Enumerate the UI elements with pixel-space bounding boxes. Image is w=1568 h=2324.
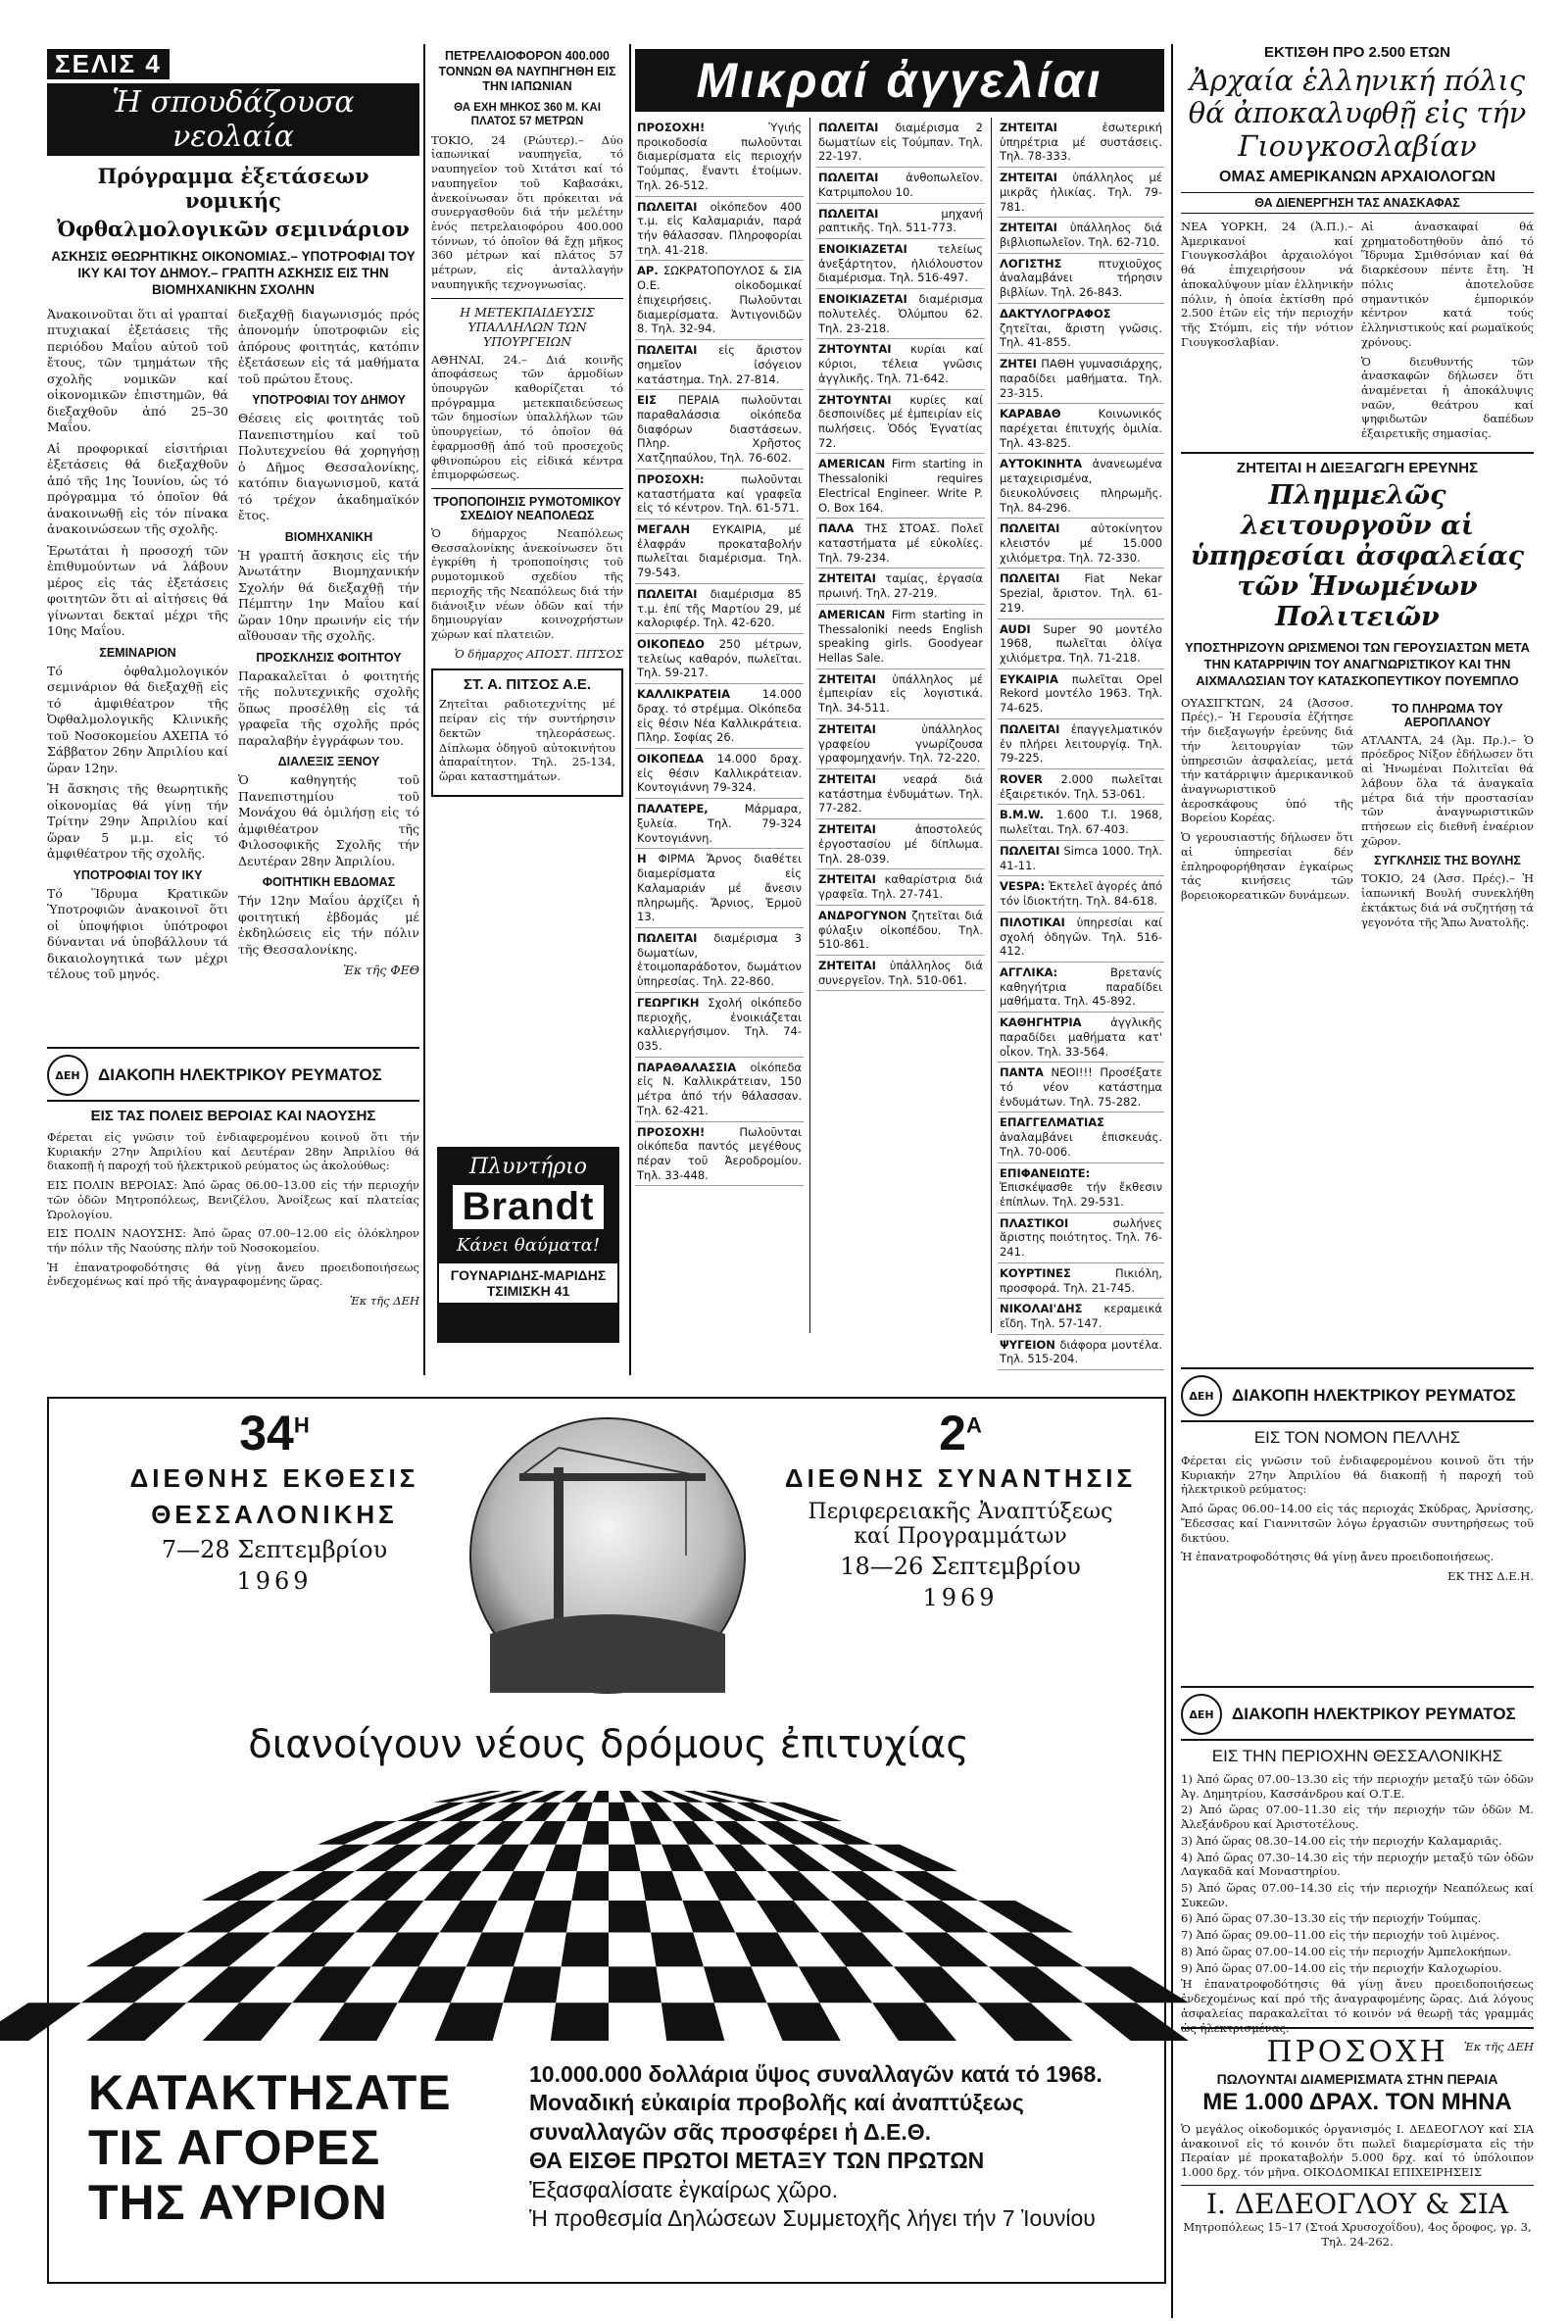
- checker-tile: [355, 1901, 423, 1933]
- checker-tile: [551, 2003, 609, 2041]
- checker-tile: [482, 1845, 529, 1871]
- classified-ad: ΠΩΛΕΙΤΑΙ ἐπαγγελματικόν ἐν πλήρει λειτουργίᾳ. Τηλ. 79-225.: [998, 719, 1164, 769]
- expo-slogan: διανοίγουν νέους δρόμους ἐπιτυχίας: [248, 1722, 969, 1767]
- classified-ad: ΠΑΡΑΘΑΛΑΣΣΙΑ οἰκόπεδα εἰς Ν. Καλλικράτειαν, 150 μέτρα ἀπό τήν θάλασσαν. Τηλ. 62-421.: [635, 1058, 804, 1122]
- signature: Ὁ δήμαρχος ΑΠΟΣΤ. ΠΙΤΣΟΣ: [454, 646, 623, 661]
- outage-item: 1) Ἀπό ὥρας 07.00–13.30 εἰς τήν περιοχήν μεταξύ τῶν ὁδῶν Ἀγ. Δημητρίου, Κασσάνδρου καί Ο.Τ.Ε.: [1181, 1772, 1534, 1801]
- subheading: ΠΡΟΣΚΛΗΣΙΣ ΦΟΙΤΗΤΟΥ: [256, 650, 402, 665]
- subheadline: ΟΜΑΣ ΑΜΕΡΙΚΑΝΩΝ ΑΡΧΑΙΟΛΟΓΩΝ: [1219, 169, 1495, 186]
- brandt-product: Πλυντήριο: [468, 1155, 588, 1179]
- checker-tile: [561, 1791, 587, 1803]
- paragraph: Τό Ἵδρυμα Κρατικῶν Ὑποτροφιῶν ἀνακοινοῖ ὅτι οἱ ὑποψήφιοι ὑπότροφοι δύνανται νά ὑποβάλλουν τά δικαιολογητικά των μέχρι τέλους τοῦ μηνός.: [47, 885, 228, 982]
- classified-ad: ΠΡΟΣΟΧΗ! Ὑγιής προικοδοσία πωλοῦνται διαμερίσματα εἰς περιοχήν Τούμπας, ἔναντι ἐτοίμων. Τηλ. 26-512.: [635, 118, 804, 197]
- classified-ad: ΚΟΥΡΤΙΝΕΣ Πικιόλη, προσφορά. Τηλ. 21-745.: [998, 1263, 1164, 1299]
- classified-ad: ΜΕΓΑΛΗ ΕΥΚΑΙΡΙΑ, μέ ἐλαφράν προκαταβολήν πωλεῖται διαμέρισμα. Τηλ. 79-543.: [635, 519, 804, 584]
- checker-tile: [423, 1871, 481, 1901]
- checker-tile: [662, 1845, 704, 1871]
- checker-tile: [757, 1901, 820, 1933]
- checker-tile: [476, 1821, 523, 1845]
- checker-tile: [86, 2003, 186, 2041]
- outage-item: 5) Ἀπό ὥρας 07.00–14.30 εἰς τήν περιοχήν Νεαπόλεως καί Συκεῶν.: [1181, 1881, 1534, 1909]
- fair-name-1: ΔΙΕΘΝΗΣ ΕΚΘΕΣΙΣ: [129, 1463, 419, 1493]
- checker-tile: [81, 1966, 181, 2003]
- classified-ad: ΖΗΤΕΙΤΑΙ ὑπάλληλος διά συνεργεῖον. Τηλ. 510-061.: [816, 956, 985, 991]
- paragraph: διεξαχθῇ διαγωνισμός πρός ἀπονομήν ὑποτροφιῶν εἰς ἀπόρους φοιτητάς, κατόπιν ἐξετάσεων εἰς τά μαθήματα τοῦ πρώτου ἔτους.: [238, 306, 419, 386]
- checker-tile: [640, 1871, 682, 1901]
- power-outage-notice-veria: [47, 1047, 419, 1331]
- classified-ad: ΔΑΚΤΥΛΟΓΡΑΦΟΣ ζητεῖται, ἄριστη γνῶσις. Τηλ. 41-855.: [998, 304, 1164, 354]
- headline-line-1: Πρόγραμμα ἐξετάσεων νομικής: [97, 164, 369, 213]
- checker-tile: [498, 1871, 545, 1901]
- helexpo-ad: [47, 1397, 1166, 2284]
- checker-tile: [735, 1933, 799, 1967]
- checker-tile: [276, 1933, 356, 1967]
- classified-ad: ΠΑΛΑ ΤΗΣ ΣΤΟΑΣ. Πολεῖ καταστήματα μέ εὐκολίες. Τηλ. 79-234.: [816, 519, 985, 569]
- big-slogan-2: ΤΙΣ ΑΓΟΡΕΣ: [88, 2120, 381, 2175]
- classified-ad: ΠΩΛΕΙΤΑΙ διαμέρισμα 3 δωματίων, ἑτοιμοπαράδοτον, δωμάτιον ὑπηρεσίας. Τηλ. 22-860.: [635, 928, 804, 993]
- page-number-tag: ΣΕΛΙΣ 4: [47, 49, 170, 79]
- paragraph: Τό ὀφθαλμολογικόν σεμινάριον θά διεξαχθῇ εἰς τό ἀμφιθέατρον τῆς Ὀφθαλμολογικῆς Κλινικῆς τοῦ Νοσοκομείου ΑΧΕΠΑ τό Σάββατον 26ην Ἀπριλίου καί ὥραν 12ην.: [47, 663, 228, 775]
- meeting-desc-2: καί Προγραμμάτων: [854, 1524, 1067, 1549]
- expo-info: [529, 2060, 1156, 2234]
- classified-ad: ΖΗΤΕΙΤΑΙ νεαρά διά κατάστημα ἐνδυμάτων. Τηλ. 77-282.: [816, 769, 985, 819]
- checker-tile: [434, 2003, 503, 2041]
- education-article: [47, 49, 419, 1039]
- checker-tile: [894, 1871, 978, 1901]
- checker-tile: [181, 1933, 270, 1967]
- classified-column-middle: [816, 118, 985, 1333]
- fair-edition-suffix: Η: [293, 1412, 310, 1438]
- info-line: Ἐξασφαλίσατε ἐγκαίρως χῶρο.: [529, 2176, 838, 2202]
- meeting-edition-suffix: Α: [965, 1412, 982, 1438]
- paragraph: Ἡ ἐπανατροφοδότησις θά γίνῃ ἄνευ προειδοποιήσεως ἐνδεχομένως καί πρό τῆς ἀναγραφομένης ὥρας. Διά λόγους ἀσφαλείας παρακαλεῖται τό κοινόν νά θεωρῇ τάς γραμμάς ὡς ἠλεκτρισμένας.: [1181, 1977, 1534, 2035]
- classified-ad: ΠΡΟΣΟΧΗ: πωλοῦνται καταστήματα καί γραφεῖα εἰς τό κέντρον. Τηλ. 61-571.: [635, 470, 804, 519]
- subheading: ΦΟΙΤΗΤΙΚΗ ΕΒΔΟΜΑΣ: [262, 875, 396, 890]
- paragraph: Ἡ γραπτή ἄσκησις εἰς τήν Ἀνωτάτην Βιομηχανικήν Σχολήν θά διεξαχθῇ τήν Πέμπτην 1ην Μαΐου καί ὥραν 10ην πρωινήν εἰς τήν αἴθουσαν τῆς σχολῆς.: [238, 547, 419, 644]
- checker-tile: [714, 1821, 767, 1845]
- headline-training: Η ΜΕΤΕΚΠΑΙΔΕΥΣΙΣ ΥΠΑΛΛΗΛΩΝ ΤΩΝ ΥΠΟΥΡΓΕΙΩΝ: [460, 304, 595, 349]
- info-line: Ἡ προθεσμία Δηλώσεων Συμμετοχῆς λήγει τήν 7 Ἰουνίου: [529, 2205, 1096, 2232]
- section-banner: Ἡ σπουδάζουσα νεολαία: [47, 83, 419, 156]
- paragraph: Ἡ ἐπανατροφοδότησις θά γίνῃ ἄνευ προειδοποιήσεως ἐνδεχομένως καί πρό τῆς ἀναγραφομένης ὥρας.: [47, 1260, 419, 1289]
- classified-ad: ΖΗΤΕΙΤΑΙ ὑπάλληλος μέ ἐμπειρίαν εἰς λογιστικά. Τηλ. 34-511.: [816, 669, 985, 719]
- classified-ad: ΠΑΝΤΑ ΝΕΟΙ!!! Προσέξατε τό νέον κατάστημα ἐνδυμάτων. Τηλ. 75-282.: [998, 1063, 1164, 1113]
- classified-ad: ΚΑΘΗΓΗΤΡΙΑ ἀγγλικῆς παραδίδει μαθήματα κατ' οἶκον. Τηλ. 33-564.: [998, 1013, 1164, 1063]
- checker-tile: [609, 1901, 651, 1933]
- checker-tile: [609, 1803, 630, 1821]
- classified-ad: ΟΙΚΟΠΕΔΟ 250 μέτρων, τελείως καθαρόν, πωλεῖται. Τηλ. 59-217.: [635, 634, 804, 684]
- checker-tile: [989, 1933, 1084, 1967]
- meeting-name: ΔΙΕΘΝΗΣ ΣΥΝΑΝΤΗΣΙΣ: [784, 1463, 1137, 1493]
- checker-tile: [318, 2003, 398, 2041]
- checker-tile: [651, 1933, 704, 1967]
- subheading: ΤΟ ΠΛΗΡΩΜΑ ΤΟΥ ΑΕΡΟΠΛΑΝΟΥ: [1392, 701, 1503, 729]
- checker-tile: [202, 1871, 291, 1901]
- checker-tile: [529, 1821, 566, 1845]
- checker-tile: [630, 1821, 662, 1845]
- classified-ad: ΖΗΤΕΙΤΑΙ καθαρίστρια διά γραφεῖα. Τηλ. 27-741.: [816, 869, 985, 905]
- classified-ad: ΑΝΔΡΟΓΥΝΟΝ ζητεῖται διά φύλαξιν οἰκοπέδου. Τηλ. 510-861.: [816, 906, 985, 956]
- company-name: Ι. ΔΕΔΕΟΓΛΟΥ & ΣΙΑ: [1181, 2185, 1534, 2220]
- checkered-floor-graphic: [49, 1781, 1168, 2046]
- checker-tile: [418, 1845, 476, 1871]
- brandt-logo: Brandt: [453, 1185, 604, 1229]
- headline-neapolis: ΤΡΟΠΟΠΟΙΗΣΙΣ ΡΥΜΟΤΟΜΙΚΟΥ ΣΧΕΔΙΟΥ ΝΕΑΠΟΛΕΩΣ: [433, 495, 621, 522]
- classified-ad: ΠΩΛΕΙΤΑΙ ἀνθοπωλεῖον. Κατριμπολου 10.: [816, 168, 985, 203]
- headline-tanker: ΠΕΤΡΕΛΑΙΟΦΟΡΟΝ 400.000 ΤΟΝΝΩΝ ΘΑ ΝΑΥΠΗΓΗΘΗ ΕΙΣ ΤΗΝ ΙΑΠΩΝΙΑΝ: [438, 49, 616, 94]
- paragraph: ΑΤΛΑΝΤΑ, 24 (Ἀμ. Πρ.).– Ὁ πρόεδρος Νίξον ἐδήλωσεν ὅτι αἱ Ἡνωμέναι Πολιτεῖαι θά λάβουν ὅλα τά ἀναγκαῖα μέτρα διά τήν προστασίαν τῶν ἀναγνωριστικῶν πτήσεων εἰς διεθνῆ ἐναέριον χῶρον.: [1361, 732, 1534, 848]
- classified-ad: Η ΦΙΡΜΑ Ἄρνος διαθέτει διαμερίσματα εἰς Καλαμαριάν μέ ἄνεσιν πληρωμῆς. Ἄρνιος, Ἑρμοῦ 13.: [635, 849, 804, 928]
- classified-ad: ΕΝΟΙΚΙΑΖΕΤΑΙ διαμέρισμα πολυτελές. Ὀλύμπου 62. Τηλ. 23-218.: [816, 289, 985, 339]
- meeting-dates: 18—26 Σεπτεμβρίου: [840, 1553, 1081, 1580]
- checker-tile: [86, 1933, 186, 1967]
- ad-line: ΠΩΛΟΥΝΤΑΙ ΔΙΑΜΕΡΙΣΜΑΤΑ ΣΤΗΝ ΠΕΡΑΙΑ: [1216, 2071, 1498, 2087]
- checker-tile: [819, 1933, 893, 1967]
- checker-tile: [609, 1845, 640, 1871]
- classified-ad: ΓΕΩΡΓΙΚΗ Σχολή οἰκόπεδο περιοχῆς, ἐνοικιάζεται καλλιεργήσιμον. Τηλ. 74-035.: [635, 993, 804, 1058]
- checker-tile: [503, 1966, 561, 2003]
- signature: Ἐκ τῆς ΔΕΗ: [349, 1294, 419, 1309]
- checker-tile: [571, 1871, 609, 1901]
- headline-archaeology: Ἀρχαία ἑλληνική πόλις θά ἀποκαλυφθῇ εἰς τήν Γιουγκοσλαβίαν: [1188, 64, 1527, 163]
- checker-tile: [978, 1901, 1073, 1933]
- subheading: ΔΙΑΛΕΞΙΣ ΞΕΝΟΥ: [277, 755, 380, 769]
- signature: Ἐκ τῆς ΦΕΘ: [343, 963, 419, 978]
- expo-meeting-block: [764, 1406, 1156, 1611]
- checker-tile: [466, 1933, 524, 1967]
- classified-ad: VESPA: Ἐκτελεῖ ἀγορές ἀπό τόν ἰδιοκτήτη. Τηλ. 84-618.: [998, 876, 1164, 912]
- paragraph: ΝΕΑ ΥΟΡΚΗ, 24 (Ἀ.Π.).– Ἀμερικανοί καί Γιουγκοσλάβοι ἀρχαιολόγοι θά ἐπιχειρήσουν νά ἀποκαλύψουν μίαν ἑλληνικήν πόλιν, ἡ ὁποία ἐκτίσθη πρό 2.500 ἐτῶν εἰς τήν περιοχήν τῆς Στόμπι, εἰς τήν νότιον Γιουγκοσλαβίαν.: [1181, 220, 1353, 349]
- signature: ΕΚ ΤΗΣ Δ.Ε.Η.: [1447, 1569, 1534, 1584]
- info-line: Μοναδική εὐκαιρία προβολῆς καί ἀναπτύξεως: [529, 2090, 1024, 2116]
- outage-item: 9) Ἀπό ὥρας 07.00–14.00 εἰς τήν περιοχήν Καλοχωρίου.: [1181, 1960, 1502, 1975]
- brandt-dealer: [439, 1263, 617, 1303]
- checker-tile: [203, 2003, 292, 2041]
- headline-line-2: Ὀφθαλμολογικῶν σεμινάριον: [57, 217, 410, 241]
- lightning-bolt-icon: ΔΕΗ: [47, 1055, 88, 1096]
- classified-ad: ΠΑΛΑΤΕΡΕ, Μάρμαρα, ξυλεία. Τηλ. 79-324 Κοντογιάννη.: [635, 799, 804, 849]
- checker-tile: [275, 1871, 355, 1901]
- checker-tile: [562, 1933, 609, 1967]
- checker-tile: [704, 1871, 757, 1901]
- lightning-bolt-icon: ΔΕΗ: [1181, 1375, 1222, 1416]
- subheadline: ΑΣΚΗΣΙΣ ΘΕΩΡΗΤΙΚΗΣ ΟΙΚΟΝΟΜΙΑΣ.– ΥΠΟΤΡΟΦΙΑΙ ΤΟΥ ΙΚΥ ΚΑΙ ΤΟΥ ΔΗΜΟΥ.– ΓΡΑΠΤΗ ΑΣΚΗΣΙΣ ΕΙΣ ΤΗΝ ΒΙΟΜΗΧΑΝΙΚΗΝ ΣΧΟΛΗΝ: [51, 249, 416, 297]
- signature: Ἐκ τῆς ΔΕΗ: [1463, 2040, 1534, 2054]
- classified-ad: ΖΗΤΕΙΤΑΙ ὑπάλληλος γραφείου γνωρίζουσα γραφομηχανήν. Τηλ. 72-220.: [816, 719, 985, 769]
- subheading: ΥΠΟΤΡΟΦΙΑΙ ΤΟΥ ΙΚΥ: [73, 867, 203, 882]
- checker-tile: [978, 2003, 1073, 2041]
- big-slogan-3: ΤΗΣ ΑΥΡΙΟΝ: [88, 2175, 388, 2230]
- classified-ad: ΨΥΓΕΙΟΝ διάφορα μοντέλα. Τηλ. 515-204.: [998, 1335, 1164, 1370]
- checker-tile: [662, 2003, 725, 2041]
- classified-ad: ΝΙΚΟΛΑΙ'ΔΗΣ κεραμεικά εἴδη. Τηλ. 57-147.: [998, 1299, 1164, 1334]
- paragraph: Ὁ διευθυντής τῶν ἀνασκαφῶν δήλωσεν ὅτι ἀναμένεται ἡ ἀποκάλυψις ναῶν, θεάτρου καί ψηφιδωτῶν δαπέδων ἐξαιρετικῆς σημασίας.: [1361, 354, 1534, 441]
- fair-dates: 7—28 Σεπτεμβρίου: [161, 1536, 388, 1563]
- outage-item: 4) Ἀπό ὥρας 07.30–14.30 εἰς τήν περιοχήν μεταξύ τῶν ὁδῶν Λαγκαδᾶ καί Μοναστηρίου.: [1181, 1850, 1534, 1879]
- brandt-ad: [437, 1147, 619, 1343]
- classified-ad: AMERICAN Firm starting in Thessaloniki needs English speaking girls. Goodyear Hellas Sale.: [816, 605, 985, 669]
- checker-tile: [989, 1966, 1084, 2003]
- classified-ad: ΑΓΓΛΙΚΑ: Βρετανίς καθηγήτρια παραδίδει μαθήματα. Τηλ. 45-892.: [998, 963, 1164, 1013]
- classified-ad: ΠΩΛΕΙΤΑΙ αὐτοκίνητον κλειστόν μέ 15.000 χιλιόμετρα. Τηλ. 72-330.: [998, 519, 1164, 569]
- checker-tile: [1084, 1966, 1189, 2003]
- crane-photo-circle: [461, 1409, 755, 1703]
- classified-ad: ΚΑΡΑΒΑΘ Κοινωνικός παρέχεται ἐπιτυχής ὁμιλία. Τηλ. 43-825.: [998, 404, 1164, 454]
- classified-ad: ΠΛΑΣΤΙΚΟΙ σωλήνες ἄριστης ποιότητος. Τηλ. 76-241.: [998, 1213, 1164, 1263]
- fair-year: 1969: [236, 1567, 313, 1595]
- classified-column-left: [635, 118, 804, 1333]
- classified-ad: ΕΥΚΑΙΡΙΑ πωλεῖται Opel Rekord μοντέλο 1963. Τηλ. 74-625.: [998, 669, 1164, 719]
- checker-tile: [619, 1791, 641, 1803]
- kicker: ΕΚΤΙΣΘΗ ΠΡΟ 2.500 ΕΤΩΝ: [1264, 44, 1450, 61]
- classified-ad: ΕΝΟΙΚΙΑΖΕΤΑΙ τελείως ἀνεξάρτητον, ἡλιόλουστον διαμέρισμα. Τηλ. 516-497.: [816, 239, 985, 289]
- classified-ad: ΕΠΙΦΑΝΕΙΩΤΕ: Ἐπισκέψασθε τήν ἔκθεσιν ἐπίπλων. Τηλ. 29-531.: [998, 1163, 1164, 1213]
- paragraph: Παρακαλεῖται ὁ φοιτητής τῆς πολυτεχνικῆς σχολῆς ὅπως προσέλθῃ εἰς τά γραφεῖα τῆς σχολῆς πρός παραλαβήν ἐγγράφων του.: [238, 668, 419, 748]
- checker-tile: [704, 1966, 767, 2003]
- classified-ad: B.M.W. 1.600 T.I. 1968, πωλεῖται. Τηλ. 67-403.: [998, 805, 1164, 840]
- paragraph: Ἀπό ὥρας 06.00–14.00 εἰς τάς περιοχάς Σκύδρας, Ἀρνίσσης, Ἔδεσσας καί Γιαννιτσῶν λόγω ἐργασιῶν συντηρήσεως τοῦ δικτύου.: [1181, 1502, 1534, 1545]
- checker-tile: [799, 1966, 872, 2003]
- classified-ad: ΖΗΤΕΙΤΑΙ ὑπάλληλος διά βιβλιοπωλεῖον. Τηλ. 62-710.: [998, 218, 1164, 253]
- subheadline: ΥΠΟΣΤΗΡΙΖΟΥΝ ΩΡΙΣΜΕΝΟΙ ΤΩΝ ΓΕΡΟΥΣΙΑΣΤΩΝ ΜΕΤΑ ΤΗΝ ΚΑΤΑΡΡΙΨΙΝ ΤΟΥ ΑΝΑΓΝΩΡΙΣΤΙΚΟΥ ΚΑΙ ΤΗΝ ΑΙΧΜΑΛΩΣΙΑΝ ΤΟΥ ΚΑΤΑΣΚΟΠΕΥΤΙΚΟΥ ΠΟΥΕΜΠΛΟ: [1185, 640, 1530, 688]
- subheading: ΒΙΟΜΗΧΑΝΙΚΗ: [284, 529, 373, 544]
- paragraph: ΑΘΗΝΑΙ, 24.– Διά κοινῆς ἀποφάσεως τῶν ἁρμοδίων ὑπουργῶν καθορίζεται τό πρόγραμμα μετεκπαιδεύσεως τῶν δημοσίων ὑπαλλήλων τῶν ὑπουργείων, τό ὁποῖον θά ἐφαρμοσθῇ ἀπό τοῦ προσεχοῦς φθινοπώρου εἰς εἰδικά κέντρα ἐπιμορφώσεως.: [431, 352, 623, 482]
- paragraph: Αἱ ἀνασκαφαί θά χρηματοδοτηθοῦν ἀπό τό Ἵδρυμα Σμιθσόνιαν καί θά διαρκέσουν πέντε ἔτη. Ἡ πόλις ἀποτελοῦσε σημαντικόν ἐμπορικόν κέντρον κατά τούς ἑλληνιστικούς καί ρωμαϊκούς χρόνους.: [1361, 220, 1534, 349]
- classified-ad: ΕΙΣ ΠΕΡΑΙΑ πωλοῦνται παραθαλάσσια οἰκόπεδα διαφόρων διαστάσεων. Πληρ. Χρῆστος Χατζηπαύλου, Τηλ. 76-602.: [635, 390, 804, 470]
- classified-ad: ΖΗΤΕΙΤΑΙ ἀποστολεύς ἐργοστασίου μέ δίπλωμα. Τηλ. 28-039.: [816, 819, 985, 869]
- classified-ad: ΠΡΟΣΟΧΗ! Πωλοῦνται οἰκόπεδα παντός μεγέθους πέραν τοῦ Ἀεροδρομίου. Τηλ. 33-448.: [635, 1122, 804, 1187]
- checker-tile: [894, 1966, 978, 2003]
- classified-ad: ΖΗΤΕΙΤΑΙ ὑπάλληλος μέ μικρᾶς ἡλικίας. Τηλ. 79-781.: [998, 168, 1164, 218]
- classified-ad: ΖΗΤΕΙΤΑΙ ἐσωτερική ὑπηρέτρια μέ συστάσεις. Τηλ. 78-333.: [998, 118, 1164, 168]
- checker-tile: [0, 2003, 81, 2041]
- classified-title: Μικραί ἀγγελίαι: [635, 49, 1164, 112]
- paragraph: Ὁ καθηγητής τοῦ Πανεπιστημίου τοῦ Μονάχου θά ὁμιλήσῃ εἰς τό ἀμφιθέατρον τῆς Φιλοσοφικῆς Σχολῆς τήν Δευτέραν 28ην Ἀπριλίου.: [238, 772, 419, 868]
- paragraph: Ὁ δήμαρχος Νεαπόλεως Θεσσαλονίκης ἀνεκοίνωσεν ὅτι ἐγκρίθη ἡ τροποποίησις τοῦ ρυμοτομικοῦ σχεδίου τῆς περιοχῆς τῆς Νεαπόλεως διά τήν διάνοιξιν νέων ὁδῶν καί τήν δημιουργίαν κοινοχρήστων χώρων καί πλατειῶν.: [431, 526, 623, 642]
- checker-tile: [566, 1803, 593, 1821]
- checker-tile: [682, 1901, 735, 1933]
- checker-tile: [714, 1845, 767, 1871]
- ad-title: ΠΡΟΣΟΧΗ: [1266, 2035, 1448, 2069]
- column-rule: [423, 44, 425, 1375]
- classified-ad: ΑΥΤΟΚΙΝΗΤΑ ἀνανεωμένα μεταχειρισμένα, διευκολύνσεις πληρωμῆς. Τηλ. 84-296.: [998, 454, 1164, 519]
- checker-tile: [355, 1845, 423, 1871]
- paragraph: ΤΟΚΙΟ, 24 (Ἀσσ. Πρές).– Ἡ ἰαπωνική Βουλή συνεκλήθη ἐκτάκτως διά νά συζητήσῃ τά γεγονότα τῆς Ἄπω Ἀνατολῆς.: [1361, 871, 1534, 929]
- paragraph: Ἡ ἄσκησις τῆς θεωρητικῆς οἰκονομίας θά γίνῃ τήν Τρίτην 29ην Ἀπριλίου καί ὥραν 5 μ.μ. εἰς τό ἀμφιθέατρον τῆς σχολῆς.: [47, 781, 228, 862]
- checker-tile: [609, 1966, 662, 2003]
- fair-edition: 34: [239, 1406, 294, 1460]
- paragraph: Θέσεις εἰς φοιτητάς τοῦ Πανεπιστημίου καί τοῦ Πολυτεχνείου θά χορηγήσῃ ὁ Δῆμος Θεσσαλονίκης, κατόπιν διαγωνισμοῦ, κατά τό τρέχον ἀκαδημαϊκόν ἔτος.: [238, 411, 419, 523]
- job-ad-box: [431, 668, 623, 796]
- meeting-edition: 2: [939, 1406, 966, 1460]
- checker-tile: [524, 1901, 571, 1933]
- checker-tile: [905, 1933, 989, 1967]
- classified-ad: ΛΟΓΙΣΤΗΣ πτυχιοῦχος ἀναλαμβάνει τήρησιν βιβλίων. Τηλ. 26-843.: [998, 254, 1164, 304]
- paragraph: Ὁ γερουσιαστής δήλωσεν ὅτι αἱ ὑπηρεσίαι δέν ἐπληροφορήθησαν ἐγκαίρως τάς κινήσεις τῶν βορειοκορεατικῶν δυνάμεων.: [1181, 830, 1353, 903]
- job-ad-text: Ζητεῖται ραδιοτεχνίτης μέ πείραν εἰς τήν συντήρησιν δεκτῶν τηλεοράσεως. Δίπλωμα ὁδηγοῦ αὐτοκινήτου ἀπαραίτητον. Τηλ. 25-134, ὥραι καταστημάτων.: [439, 697, 615, 784]
- checker-tile: [672, 1803, 714, 1821]
- checker-tile: [582, 1821, 609, 1845]
- checker-tile: [270, 1901, 350, 1933]
- checker-tile: [350, 1871, 418, 1901]
- outage-item: 3) Ἀπό ὥρας 08.30–14.00 εἰς τήν περιοχήν Καλαμαριᾶς.: [1181, 1833, 1502, 1848]
- subheadline-tanker: ΘΑ ΕΧΗ ΜΗΚΟΣ 360 Μ. ΚΑΙ ΠΛΑΤΟΣ 57 ΜΕΤΡΩΝ: [454, 101, 601, 128]
- ad-price-line: ΜΕ 1.000 ΔΡΑΧ. ΤΟΝ ΜΗΝΑ: [1202, 2089, 1512, 2115]
- brandt-dealer-name: ΓΟΥΝΑΡΙΔΗΣ-ΜΑΡΙΔΗΣ: [450, 1267, 607, 1283]
- info-line-highlight: ΘΑ ΕΙΣΘΕ ΠΡΩΤΟΙ ΜΕΤΑΞΥ ΤΩΝ ΠΡΩΤΩΝ: [529, 2148, 985, 2174]
- paragraph: Τήν 12ην Μαΐου ἀρχίζει ἡ φοιτητική ἑβδομάς μέ ἐκδηλώσεις εἰς τήν πόλιν τῆς Θεσσαλονίκης.: [238, 893, 419, 957]
- column-rule: [1171, 44, 1173, 2318]
- classified-ad: ΚΑΛΛΙΚΡΑΤΕΙΑ 14.000 δραχ. τό στρέμμα. Οἰκόπεδα εἰς θέσιν Νέα Καλλικράτεια. Πληρ. Σοφίας 26.: [635, 684, 804, 749]
- paragraph: Ἡ ἐπανατροφοδότησις θά γίνῃ ἄνευ προειδοποιήσεως.: [1181, 1550, 1494, 1564]
- fair-name-2: ΘΕΣΣΑΛΟΝΙΚΗΣ: [151, 1500, 398, 1529]
- classified-ad: ΖΗΤΟΥΝΤΑΙ κυρίες καί δεσποινίδες μέ ἐμπειρίαν εἰς πωλήσεις. Ὁδός Ἐγνατίας 72.: [816, 390, 985, 455]
- notice-title: ΔΙΑΚΟΠΗ ΗΛΕΚΤΡΙΚΟΥ ΡΕΥΜΑΤΟΣ: [1232, 1386, 1516, 1405]
- classified-ad: AMERICAN Firm starting in Thessaloniki requires Electrical Engineer. Write P. O. Box 164.: [816, 454, 985, 519]
- classified-ad: ΠΩΛΕΙΤΑΙ εἰς ἄριστον σημεῖον ἰσόγειον κατάστημα. Τηλ. 27-814.: [635, 340, 804, 390]
- classified-ad: ΠΩΛΕΙΤΑΙ Fiat Nekar Spezial, ἄριστον. Τηλ. 61-219.: [998, 569, 1164, 618]
- real-estate-ad: [1181, 2027, 1534, 2272]
- checker-tile: [593, 1791, 609, 1803]
- company-address: Μητροπόλεως 15–17 (Στοά Χρυσοχοΐδου), 4ος ὄροφος, γρ. 3, Τηλ. 24-262.: [1183, 2219, 1532, 2249]
- brandt-slogan: Κάνει θαύματα!: [456, 1235, 601, 1256]
- subheading: ΣΥΓΚΛΗΣΙΣ ΤΗΣ ΒΟΥΛΗΣ: [1374, 854, 1521, 868]
- checker-tile: [523, 1803, 561, 1821]
- notice-subtitle: ΕΙΣ ΤΑΣ ΠΟΛΕΙΣ ΒΕΡΟΙΑΣ ΚΑΙ ΝΑΟΥΣΗΣ: [90, 1108, 376, 1124]
- classified-ad: ΠΙΛΟΤΙΚΑΙ ὑπηρεσίαι καί σχολή ὁδηγῶν. Τηλ. 516-412.: [998, 913, 1164, 963]
- checker-tile: [767, 1845, 831, 1871]
- checker-tile: [440, 1901, 498, 1933]
- outage-list: [1181, 1772, 1534, 1975]
- brandt-dealer-address: ΤΣΙΜΙΣΚΗ 41: [486, 1283, 570, 1299]
- checker-tile: [186, 1966, 275, 2003]
- classified-ad: ΠΩΛΕΙΤΑΙ Simca 1000. Τηλ. 41-11.: [998, 841, 1164, 876]
- job-ad-title: ΣΤ. Α. ΠΙΤΣΟΣ Α.Ε.: [463, 676, 592, 694]
- meeting-year: 1969: [922, 1584, 999, 1611]
- classified-ad: AUDI Super 90 μοντέλο 1968, πωλεῖται ὀλίγα χιλιόμετρα. Τηλ. 71-218.: [998, 619, 1164, 669]
- paragraph: Φέρεται εἰς γνῶσιν τοῦ ἐνδιαφερομένου κοινοῦ ὅτι τήν Κυριακήν 27ην Ἀπριλίου καί Δευτέραν 28ην Ἀπριλίου θά διακοπῇ ἡ παροχή τοῦ ἠλεκτρικοῦ ρεύματος ὡς ἀκολούθως:: [47, 1130, 419, 1173]
- classified-ad: ROVER 2.000 πωλεῖται ἐξαιρετικόν. Τηλ. 53-061.: [998, 769, 1164, 805]
- news-column: [431, 49, 623, 1137]
- classified-ad: ΖΗΤΕΙΤΑΙ ταμίας, ἐργασία πρωινή. Τηλ. 27-219.: [816, 569, 985, 604]
- kicker: ΖΗΤΕΙΤΑΙ Η ΔΙΕΞΑΓΩΓΗ ΕΡΕΥΝΗΣ: [1236, 459, 1479, 476]
- column-rule: [629, 44, 631, 1375]
- info-line: 10.000.000 δολλάρια ὕψος συναλλαγῶν κατά τό 1968.: [529, 2061, 1102, 2087]
- checker-tile: [545, 1845, 582, 1871]
- notice-title: ΔΙΑΚΟΠΗ ΗΛΕΚΤΡΙΚΟΥ ΡΕΥΜΑΤΟΣ: [1232, 1705, 1516, 1723]
- notice-subtitle: ΕΙΣ ΤΟΝ ΝΟΜΟΝ ΠΕΛΛΗΣ: [1253, 1428, 1461, 1447]
- checker-tile: [1083, 2003, 1188, 2041]
- classified-column-right: [998, 118, 1164, 1366]
- classified-ad: ΖΗΤΟΥΝΤΑΙ κυρίαι καί κύριοι, τέλεια γνῶσις ἀγγλικῆς. Τηλ. 71-642.: [816, 339, 985, 389]
- checker-tile: [830, 1901, 904, 1933]
- subheading: ΣΕΜΙΝΑΡΙΟΝ: [99, 645, 176, 660]
- headline-security: Πλημμελῶς λειτουργοῦν αἱ ὑπηρεσίαι ἀσφαλείας τῶν Ἡνωμένων Πολιτειῶν: [1190, 479, 1525, 632]
- classified-ads: [635, 49, 1164, 1366]
- notice-subtitle: ΕΙΣ ΤΗΝ ΠΕΡΙΟΧΗΝ ΘΕΣΣΑΛΟΝΙΚΗΣ: [1211, 1747, 1503, 1765]
- info-line: συναλλαγῶν σᾶς προσφέρει ἡ Δ.Ε.Θ.: [529, 2118, 932, 2145]
- subheadline: ΘΑ ΔΙΕΝΕΡΓΗΣΗ ΤΑΣ ΑΝΑΣΚΑΦΑΣ: [1181, 192, 1534, 214]
- lightning-bolt-icon: ΔΕΗ: [1181, 1694, 1222, 1735]
- checker-tile: [872, 2003, 956, 2041]
- paragraph: ΟΥΑΣΙΓΚΤΩΝ, 24 (Ἀσσοσ. Πρές).– Ἡ Γερουσία ἐζήτησε τήν διεξαγωγήν ἐρεύνης διά τήν λειτουργίαν τῶν ὑπηρεσιῶν ἀσφαλείας, μετά τήν κατάρριψιν ἀμερικανικοῦ ἀναγνωριστικοῦ ἀεροσκάφους ὑπό τῆς Βορείου Κορέας.: [1181, 695, 1353, 825]
- paragraph: Ἀνακοινοῦται ὅτι αἱ γραπταί πτυχιακαί ἐξετάσεις τῆς περιόδου Μαΐου αὐτοῦ τοῦ ἔτους, τῶν τμημάτων τῆς σχολῆς νομικῶν καί οἰκονομικῶν ἐπιστημῶν, θά διεξαχθοῦν ἀπό 25–30 Μαΐου.: [47, 306, 228, 435]
- classified-ad: ΖΗΤΕΙ ΠΑΘΗ γυμνασιάρχης, παραδίδει μαθήματα. Τηλ. 23-315.: [998, 354, 1164, 404]
- archaeology-article: [1181, 44, 1534, 1362]
- outage-item: 8) Ἀπό ὥρας 07.00–14.00 εἰς τήν περιοχήν Ἀμπελοκήπων.: [1181, 1944, 1511, 1958]
- checker-tile: [905, 1901, 989, 1933]
- expo-fair-block: [78, 1406, 470, 1595]
- classified-ad: ΠΩΛΕΙΤΑΙ οἰκόπεδον 400 τ.μ. εἰς Καλαμαριάν, παρά τήν θάλασσαν. Πληροφορίαι τηλ. 41-218.: [635, 197, 804, 262]
- paragraph: ΤΟΚΙΟ, 24 (Ρώυτερ).– Δύο ἰαπωνικαί ναυπηγεῖα, τό ναυπηγεῖον τοῦ Χιτάτσι καί τό ναυπηγεῖον τοῦ Καβασάκι, ἀνεκοίνωσαν ὅτι πρόκειται νά συνεργασθοῦν διά τήν μελέτην ἑνός πετρελαιοφόρου 400.000 τόννων, τό ὁποῖον θά ἔχῃ μῆκος 360 μέτρων καί πλάτος 57 μέτρων, εἰς ἀνταλλαγήν ναυπηγικῆς τεχνογνωσίας.: [431, 132, 623, 291]
- checker-tile: [292, 1966, 371, 2003]
- classified-ad: ΑΡ. ΣΩΚΡΑΤΟΠΟΥΛΟΣ & ΣΙΑ Ο.Ε. οἰκοδομικαί ἐπιχειρήσεις. Πωλοῦνται διαμερίσματα. Ἀντιγονιδῶν 8. Τηλ. 32-94.: [635, 261, 804, 340]
- checker-tile: [672, 1821, 714, 1845]
- classified-ad: ΕΠΑΓΓΕΛΜΑΤΙΑΣ ἀναλαμβάνει ἐπισκευάς. Τηλ. 70-006.: [998, 1113, 1164, 1162]
- checker-tile: [766, 2003, 840, 2041]
- checker-tile: [371, 1933, 440, 1967]
- checker-tile: [831, 1871, 905, 1901]
- meeting-desc-1: Περιφερειακῆς Ἀναπτύξεως: [808, 1500, 1113, 1524]
- checker-tile: [291, 1845, 370, 1871]
- outage-item: 2) Ἀπό ὥρας 07.00–11.30 εἰς τήν περιοχήν τῶν ὁδῶν Μ. Ἀλεξάνδρου καί Ἀριστοτέλους.: [1181, 1803, 1534, 1832]
- outage-item: 6) Ἀπό ὥρας 07.30–13.30 εἰς τήν περιοχήν Τούμπας.: [1181, 1911, 1482, 1926]
- checker-tile: [398, 1966, 466, 2003]
- checker-tile: [767, 1871, 831, 1901]
- paragraph: Αἱ προφορικαί εἰσιτήριαι ἐξετάσεις θά διεξαχθοῦν ἀπό τῆς 1ης Ἰουνίου, ὡς τό πρόγραμμα τό ὁποῖον θά ἀνακοινωθῇ εἰς τόν πίνακα ἀνακοινώσεων τῆς σχολῆς.: [47, 440, 228, 537]
- power-outage-notice-pella: [1181, 1367, 1534, 1681]
- expo-big-slogan: [88, 2065, 510, 2230]
- big-slogan-1: ΚΑΤΑΚΤΗΣΑΤΕ: [88, 2065, 452, 2120]
- subheading: ΥΠΟΤΡΟΦΙΑΙ ΤΟΥ ΔΗΜΟΥ: [252, 393, 406, 408]
- paragraph: ΕΙΣ ΠΟΛΙΝ ΝΑΟΥΣΗΣ: Ἀπό ὥρας 07.00–12.00 εἰς ὁλόκληρον τήν πόλιν τῆς Ναούσης πλήν τοῦ Νοσοκομείου.: [47, 1226, 419, 1256]
- classified-ad: ΠΩΛΕΙΤΑΙ διαμέρισμα 2 δωματίων εἰς Τούμπαν. Τηλ. 22-197.: [816, 118, 985, 168]
- notice-title: ΔΙΑΚΟΠΗ ΗΛΕΚΤΡΙΚΟΥ ΡΕΥΜΑΤΟΣ: [98, 1065, 382, 1084]
- paragraph: Φέρεται εἰς γνῶσιν τοῦ ἐνδιαφερομένου κοινοῦ ὅτι τήν Κυριακήν 27ην Ἀπριλίου θά διακοπῇ ἡ παροχή τοῦ ἠλεκτρικοῦ ρεύματος:: [1181, 1454, 1534, 1497]
- ad-body: Ὁ μεγάλος οἰκοδομικός ὀργανισμός Ι. ΔΕΔΕΟΓΛΟΥ καί ΣΙΑ ἀνακοινοῖ εἰς τό κοινόν ὅτι πωλεῖ διαμερίσματα εἰς τήν Περαίαν μέ προκαταβολήν 5.000 δρχ. καί τό ὑπόλοιπον 1.000 δρχ. τόν μῆνα. ΟΙΚΟΔΟΜΙΚΑΙ ΕΠΙΧΕΙΡΗΣΕΙΣ: [1181, 2122, 1534, 2180]
- paragraph: ΕΙΣ ΠΟΛΙΝ ΒΕΡΟΙΑΣ: Ἀπό ὥρας 06.00–13.00 εἰς τήν περιοχήν τῶν ὁδῶν Μητροπόλεως, Βενιζέλου, Ἀνοίξεως καί πλατείας Ὡρολογίου.: [47, 1178, 419, 1221]
- classified-ad: ΠΩΛΕΙΤΑΙ διαμέρισμα 85 τ.μ. ἐπί τῆς Μαρτίου 29, μέ καλοριφέρ. Τηλ. 42-620.: [635, 584, 804, 634]
- outage-item: 7) Ἀπό ὥρας 09.00–11.00 εἰς τήν περιοχήν τοῦ λιμένος.: [1181, 1928, 1499, 1943]
- checker-tile: [641, 1803, 672, 1821]
- classified-ad: ΠΩΛΕΙΤΑΙ μηχανή ραπτικῆς. Τηλ. 511-773.: [816, 204, 985, 239]
- paragraph: Ἐρωτάται ἡ προσοχή τῶν ἐπιθυμούντων νά λάβουν μέρος εἰς τάς ἐξετάσεις φοιτητῶν ὅτι αἱ αἰτήσεις θά γίνωνται δεκταί μέχρι τῆς 10ης Μαΐου.: [47, 542, 228, 639]
- checker-tile: [186, 1901, 275, 1933]
- classified-ad: ΟΙΚΟΠΕΔΑ 14.000 δραχ. εἰς θέσιν Καλλικράτειαν. Κοντογιάννη 79-324.: [635, 749, 804, 799]
